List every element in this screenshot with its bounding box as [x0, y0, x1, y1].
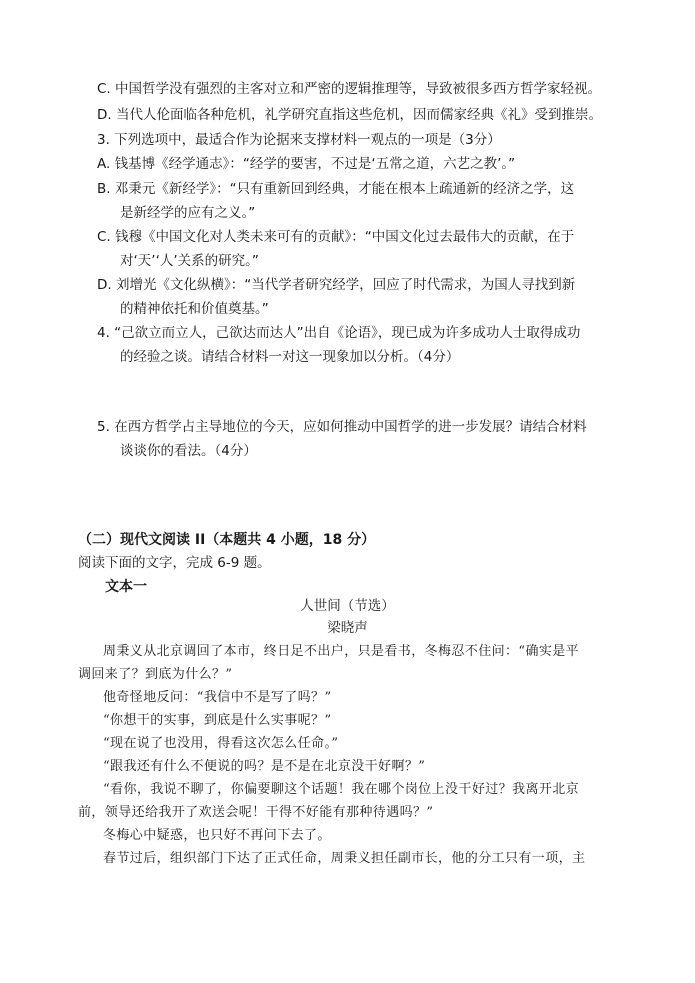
passage-paragraph: 周秉义从北京调回了本市，终日足不出户，只是看书，冬梅忍不住问：“确实是平 — [103, 644, 580, 659]
q3-option-b-line1: B. 邓秉元《新经学》：“只有重新回到经典，才能在根本上疏通新的经济之学，这 — [97, 181, 575, 197]
passage-paragraph: “你想干的实事，到底是什么实事呢？” — [103, 713, 332, 728]
passage-paragraph: 前，领导还给我开了欢送会呢！干得不好能有那种待遇吗？” — [78, 805, 434, 820]
passage-paragraph: “看你，我说不聊了，你偏要聊这个话题！我在哪个岗位上没干好过？我离开北京 — [103, 782, 580, 797]
option-c-q2: C. 中国哲学没有强烈的主客对立和严密的逻辑推理等，导致被很多西方哲学家轻视。 — [97, 81, 602, 97]
passage-paragraph: 调回来了？到底为什么？” — [78, 667, 233, 682]
q3-stem: 3. 下列选项中，最适合作为论据来支撑材料一观点的一项是（3分） — [97, 132, 501, 148]
q4-line2: 的经验之谈。请结合材料一对这一现象加以分析。（4分） — [120, 349, 460, 365]
passage-paragraph: “现在说了也没用，得看这次怎么任命。” — [103, 736, 339, 751]
q4-line1: 4. “己欲立而立人，己欲达而达人”出自《论语》，现已成为许多成功人士取得成功 — [97, 325, 581, 341]
text-label: 文本一 — [105, 579, 147, 595]
passage-author: 梁晓声 — [327, 620, 368, 636]
passage-paragraph: 他奇怪地反问：“我信中不是写了吗？” — [103, 690, 332, 705]
q3-option-a: A. 钱基博《经学通志》：“经学的要害，不过是‘五常之道，六艺之教’。” — [97, 156, 516, 172]
q3-option-c-line1: C. 钱穆《中国文化对人类未来可有的贡献》：“中国文化过去最伟大的贡献，在于 — [97, 229, 575, 245]
passage-title: 人世间（节选） — [300, 598, 395, 614]
q5-line2: 谈谈你的看法。（4分） — [120, 443, 257, 459]
section-heading: （二）现代文阅读 II（本题共 4 小题，18 分） — [78, 532, 376, 548]
passage-paragraph: 春节过后，组织部门下达了正式任命，周秉义担任副市长，他的分工只有一项，主 — [103, 851, 586, 866]
passage-paragraph: “跟我还有什么不便说的吗？是不是在北京没干好啊？” — [103, 759, 426, 774]
q3-option-c-line2: 对‘天’‘人’关系的研究。” — [120, 253, 259, 269]
option-d-q2: D. 当代人伦面临各种危机，礼学研究直指这些危机，因而儒家经典《礼》受到推崇。 — [97, 107, 602, 123]
passage-paragraph: 冬梅心中疑惑，也只好不再问下去了。 — [103, 828, 331, 843]
q3-option-b-line2: 是新经学的应有之义。” — [120, 205, 256, 221]
q3-option-d-line1: D. 刘增光《文化纵横》：“当代学者研究经学，回应了时代需求，为国人寻找到新 — [97, 277, 576, 293]
q3-option-d-line2: 的精神依托和价值奠基。” — [120, 301, 269, 317]
section-instruction: 阅读下面的文字，完成 6-9 题。 — [78, 555, 271, 571]
q5-line1: 5. 在西方哲学占主导地位的今天，应如何推动中国哲学的进一步发展？请结合材料 — [97, 419, 587, 435]
